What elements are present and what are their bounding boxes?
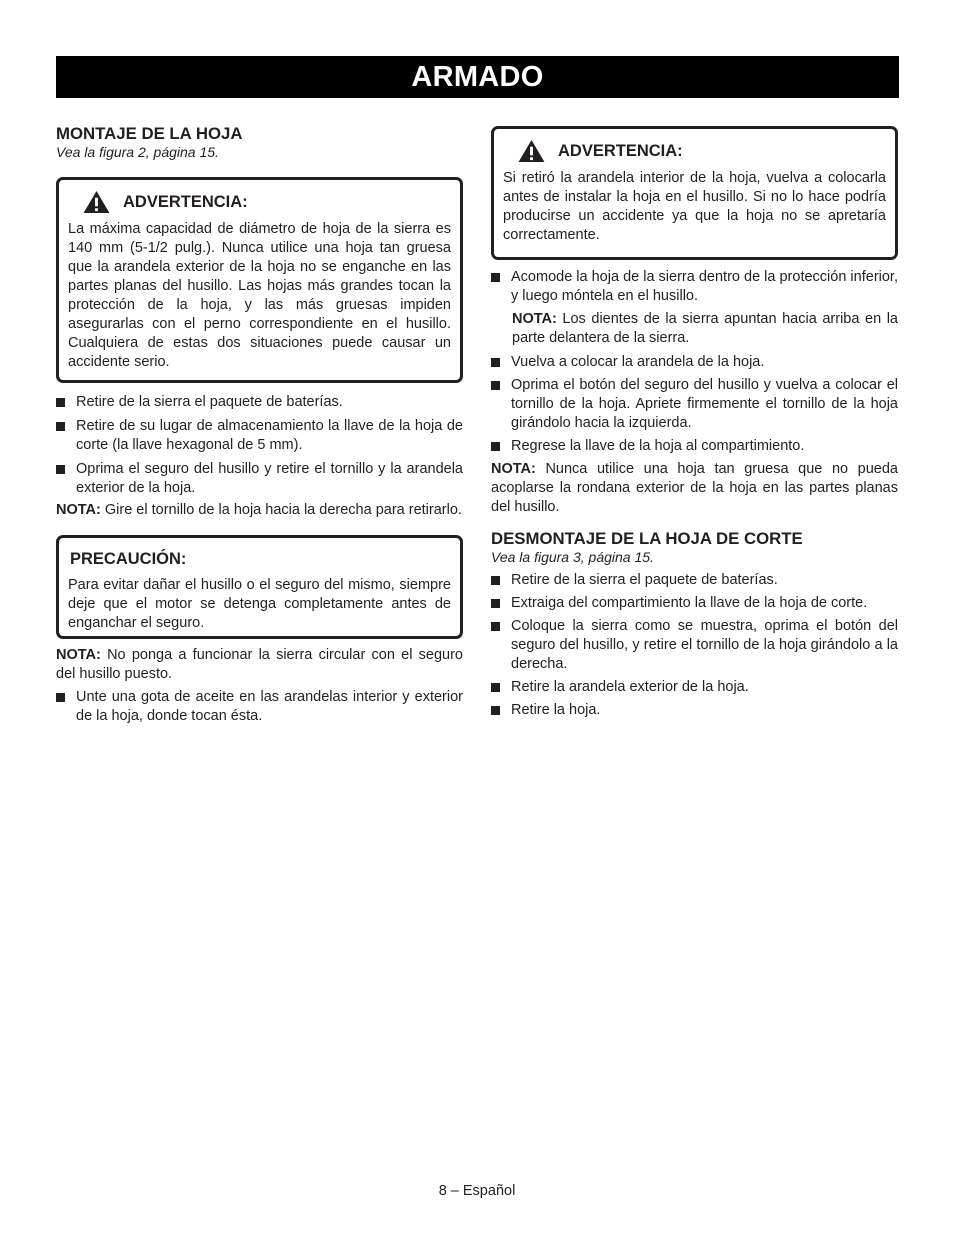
note-text: Los dientes de la sierra apuntan hacia arriba en la parte delantera de la sierra. xyxy=(512,311,898,346)
heading-desmontaje: DESMONTAJE DE LA HOJA DE CORTE xyxy=(491,529,803,548)
caution-header xyxy=(70,548,451,570)
list-item: Retire la hoja. xyxy=(491,701,898,720)
list-item: Unte una gota de aceite en las arandelas interior y exterior de la hoja, donde tocan ésta. xyxy=(56,688,463,726)
warning-header xyxy=(517,139,886,163)
page-footer: 8 – Español xyxy=(438,1183,516,1199)
figure-reference: Vea la figura 3, página 15. xyxy=(491,549,654,565)
warning-title: ADVERTENCIA: xyxy=(123,193,248,211)
list-item: Oprima el botón del seguro del husillo y vuelva a colocar el tornillo de la hoja. Apriete firmemente el tornillo de la hoja girándolo hacia la izquierda. xyxy=(491,376,898,433)
note-1 xyxy=(56,501,463,520)
list-item: Retire de la sierra el paquete de baterías. xyxy=(491,571,898,590)
note-text: Gire el tornillo de la hoja hacia la derecha para retirarlo. xyxy=(100,502,462,518)
caution-text: Para evitar dañar el husillo o el seguro del mismo, siempre deje que el motor se detenga completamente antes de enganchar el seguro. xyxy=(68,577,451,631)
list-item: Oprima el seguro del husillo y retire el tornillo y la arandela exterior de la hoja. xyxy=(56,460,463,498)
inner-note xyxy=(491,310,898,348)
steps-list-b xyxy=(491,353,898,456)
note-label: NOTA: xyxy=(56,647,101,663)
list-item: Retire de su lugar de almacenamiento la llave de la hoja de corte (la llave hexagonal de 5 mm). xyxy=(56,417,463,455)
list-item: Vuelva a colocar la arandela de la hoja. xyxy=(491,353,898,372)
note-label: NOTA: xyxy=(491,461,536,477)
list-item: Retire la arandela exterior de la hoja. xyxy=(491,678,898,697)
left-column xyxy=(56,124,463,726)
list-item: Coloque la sierra como se muestra, oprima el botón del seguro del husillo, y retire el tornillo de la hoja girándolo a la derecha. xyxy=(491,617,898,674)
heading-montaje: MONTAJE DE LA HOJA xyxy=(56,124,243,143)
note-text: Nunca utilice una hoja tan gruesa que no pueda acoplarse la rondana exterior de la hoja en las partes planas del husillo. xyxy=(491,461,898,515)
caution-title: PRECAUCIÓN: xyxy=(70,550,187,568)
warning-header xyxy=(82,190,451,214)
warning-text: Si retiró la arandela interior de la hoja, vuelva a colocarla antes de instalar la hoja en el husillo. Si no lo hace podría producirse un accidente ya que la hoja no se apretaría correctamente. xyxy=(503,170,886,243)
note-label: NOTA: xyxy=(512,311,557,327)
warning-triangle-icon xyxy=(82,190,111,214)
warning-box-right xyxy=(491,126,898,260)
note-label: NOTA: xyxy=(56,502,101,518)
warning-triangle-icon xyxy=(517,139,546,163)
warning-text: La máxima capacidad de diámetro de hoja de la sierra es 140 mm (5-1/2 pulg.). Nunca utilice una hoja tan gruesa que la arandela exterior de la hoja no se enganche en las partes planas del husillo. Las hojas más grandes tocan la protección de la hoja, y las más gruesas impiden asegurarlas con el perno correspondiente en el husillo. Cualquiera de estas dos situaciones puede causar un accidente serio. xyxy=(68,221,451,370)
list-item: Extraiga del compartimiento la llave de la hoja de corte. xyxy=(491,594,898,613)
caution-box xyxy=(56,535,463,639)
steps-list-1 xyxy=(56,393,463,498)
steps-list-2 xyxy=(56,688,463,726)
warning-title: ADVERTENCIA: xyxy=(558,142,683,160)
list-item: Regrese la llave de la hoja al compartimiento. xyxy=(491,437,898,456)
steps-list-a xyxy=(491,268,898,306)
right-column xyxy=(491,124,898,720)
note-text: No ponga a funcionar la sierra circular con el seguro del husillo puesto. xyxy=(56,647,463,682)
warning-box-left xyxy=(56,177,463,383)
figure-reference: Vea la figura 2, página 15. xyxy=(56,144,219,160)
note-2 xyxy=(56,646,463,684)
steps-list-c xyxy=(491,571,898,720)
list-item: Retire de la sierra el paquete de baterías. xyxy=(56,393,463,412)
list-item: Acomode la hoja de la sierra dentro de la protección inferior, y luego móntela en el husillo. xyxy=(491,268,898,306)
section-title-banner: ARMADO xyxy=(56,56,899,98)
note-right xyxy=(491,460,898,517)
